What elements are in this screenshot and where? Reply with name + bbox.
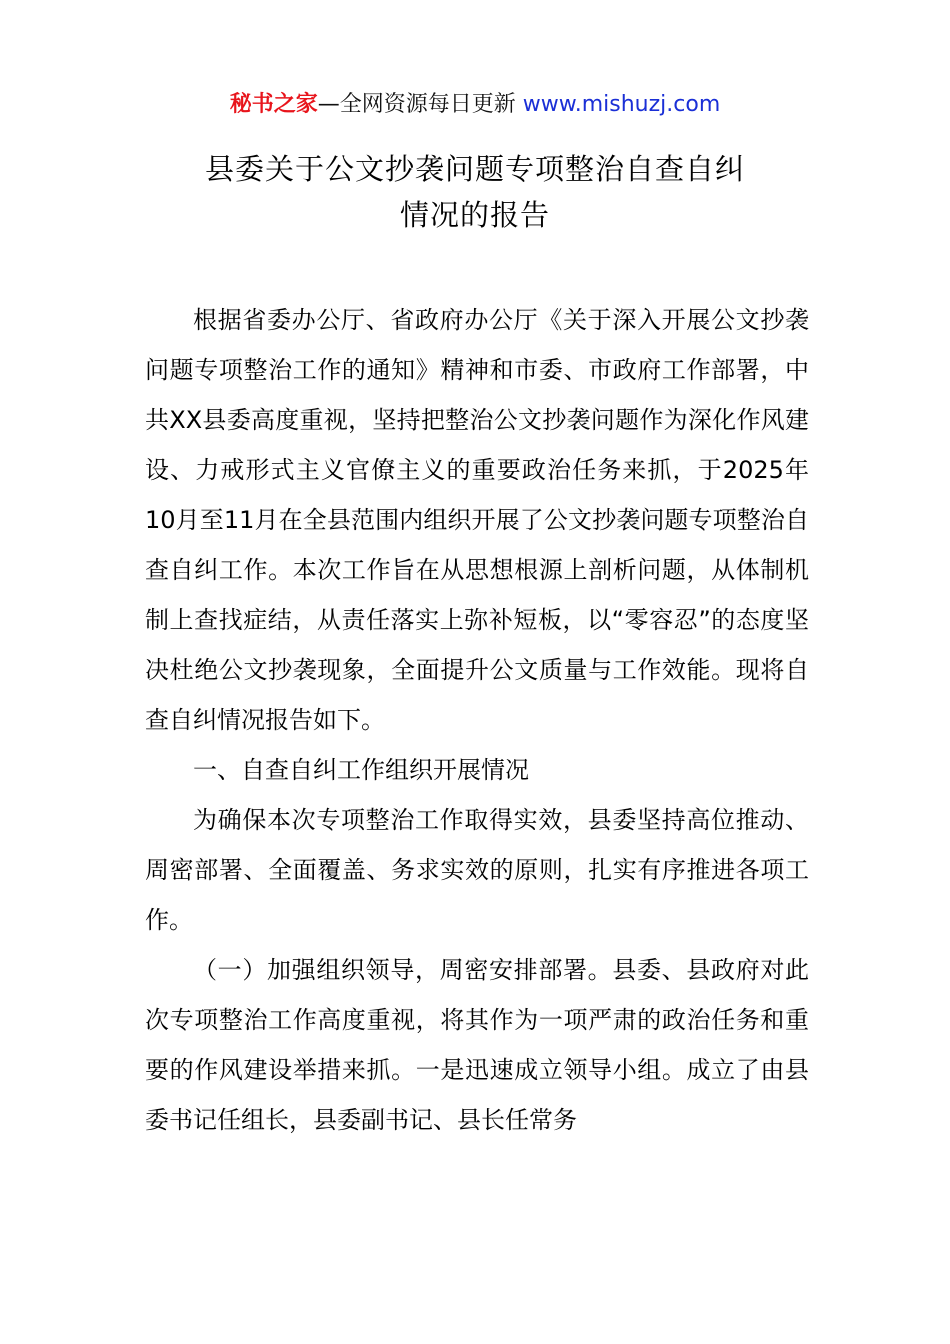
brand-name: 秘书之家	[229, 92, 318, 117]
site-url[interactable]: www.mishuzj.com	[522, 92, 721, 117]
document-body	[145, 295, 809, 1145]
paragraph-intro: 根据省委办公厅、省政府办公厅《关于深入开展公文抄袭问题专项整治工作的通知》精神和市委、市政府工作部署，中共XX县委高度重视，坚持把整治公文抄袭问题作为深化作风建设、力戒形式主义官僚主义的重要政治任务来抓，于2025年10月至11月在全县范围内组织开展了公文抄袭问题专项整治自查自纠工作。本次工作旨在从思想根源上剖析问题，从体制机制上查找症结，从责任落实上弥补短板，以“零容忍”的态度坚决杜绝公文抄袭现象，全面提升公文质量与工作效能。现将自查自纠情况报告如下。	[145, 306, 809, 734]
site-banner	[0, 88, 950, 122]
paragraph-subsection-1: （一）加强组织领导，周密安排部署。县委、县政府对此次专项整治工作高度重视，将其作为一项严肃的政治任务和重要的作风建设举措来抓。一是迅速成立领导小组。成立了由县委书记任组长，县委副书记、县长任常务	[145, 956, 809, 1134]
title-line-1: 县委关于公文抄袭问题专项整治自查自纠	[204, 152, 745, 186]
title-line-2: 情况的报告	[399, 198, 550, 232]
paragraph-section-1-intro: 为确保本次专项整治工作取得实效，县委坚持高位推动、周密部署、全面覆盖、务求实效的原则，扎实有序推进各项工作。	[145, 806, 809, 934]
section-heading-1: 一、自查自纠工作组织开展情况	[193, 756, 529, 784]
banner-tagline: —全网资源每日更新	[317, 92, 523, 117]
document-title	[0, 146, 950, 238]
